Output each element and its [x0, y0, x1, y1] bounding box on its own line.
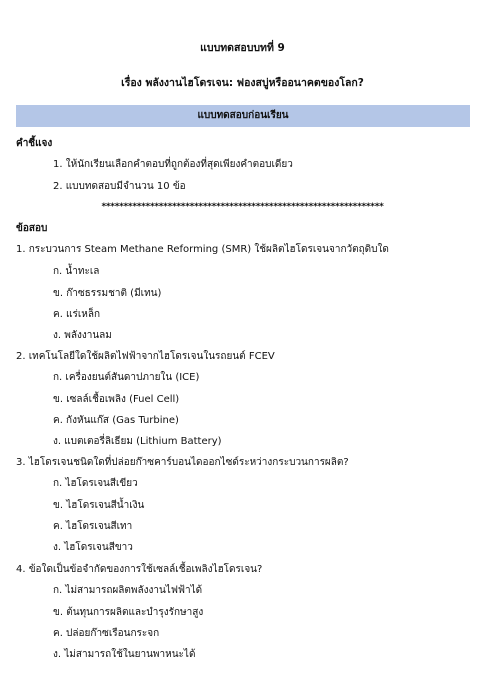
answer-choice[interactable]: ง. ไฮโดรเจนสีขาว — [53, 542, 133, 553]
instruction-item: 2. แบบทดสอบมีจำนวน 10 ข้อ — [53, 181, 186, 192]
question-text: 4. ข้อใดเป็นข้อจำกัดของการใช้เซลล์เชื้อเพลิงไฮโดรเจน? — [16, 564, 263, 575]
question-text: 3. ไฮโดรเจนชนิดใดที่ปล่อยก๊าซคาร์บอนไดออกไซด์ระหว่างกระบวนการผลิต? — [16, 457, 349, 468]
answer-choice[interactable]: ข. ไฮโดรเจนสีน้ำเงิน — [53, 500, 145, 511]
answer-choice[interactable]: ข. เซลล์เชื้อเพลิง (Fuel Cell) — [53, 394, 180, 405]
answer-choice[interactable]: ค. แร่เหล็ก — [53, 309, 101, 320]
page-title: แบบทดสอบบทที่ 9 — [200, 42, 285, 54]
answer-choice[interactable]: ง. ไม่สามารถใช้ในยานพาหนะได้ — [53, 649, 196, 660]
question-text: 2. เทคโนโลยีใดใช้ผลิตไฟฟ้าจากไฮโดรเจนในรถยนต์ FCEV — [16, 351, 275, 362]
section-banner: แบบทดสอบก่อนเรียน — [16, 105, 470, 127]
answer-choice[interactable]: ค. ไฮโดรเจนสีเทา — [53, 521, 133, 532]
answer-choice[interactable]: ค. กังหันแก๊ส (Gas Turbine) — [53, 415, 179, 426]
instructions-heading: คำชี้แจง — [16, 138, 53, 149]
page-subtitle: เรื่อง พลังงานไฮโดรเจน: ฟองสบู่หรืออนาคตของโลก? — [121, 77, 364, 89]
answer-choice[interactable]: ก. ไฮโดรเจนสีเขียว — [53, 478, 138, 489]
instruction-item: 1. ให้นักเรียนเลือกคำตอบที่ถูกต้องที่สุดเพียงคำตอบเดียว — [53, 159, 293, 170]
answer-choice[interactable]: ก. ไม่สามารถผลิตพลังงานไฟฟ้าได้ — [53, 585, 203, 596]
answer-choice[interactable]: ก. น้ำทะเล — [53, 266, 100, 277]
question-text: 1. กระบวนการ Steam Methane Reforming (SMR) ใช้ผลิตไฮโดรเจนจากวัตถุดิบใด — [16, 244, 389, 255]
answer-choice[interactable]: ข. ต้นทุนการผลิตและบำรุงรักษาสูง — [53, 607, 204, 618]
answer-choice[interactable]: ก. เครื่องยนต์สันดาปภายใน (ICE) — [53, 372, 200, 383]
answer-choice[interactable]: ง. พลังงานลม — [53, 330, 112, 341]
questions-heading: ข้อสอบ — [16, 223, 48, 234]
answer-choice[interactable]: ค. ปล่อยก๊าซเรือนกระจก — [53, 628, 160, 639]
separator-line: **************************************************************** — [101, 202, 384, 212]
answer-choice[interactable]: ง. แบตเตอรี่ลิเธียม (Lithium Battery) — [53, 436, 222, 447]
answer-choice[interactable]: ข. ก๊าซธรรมชาติ (มีเทน) — [53, 288, 162, 299]
